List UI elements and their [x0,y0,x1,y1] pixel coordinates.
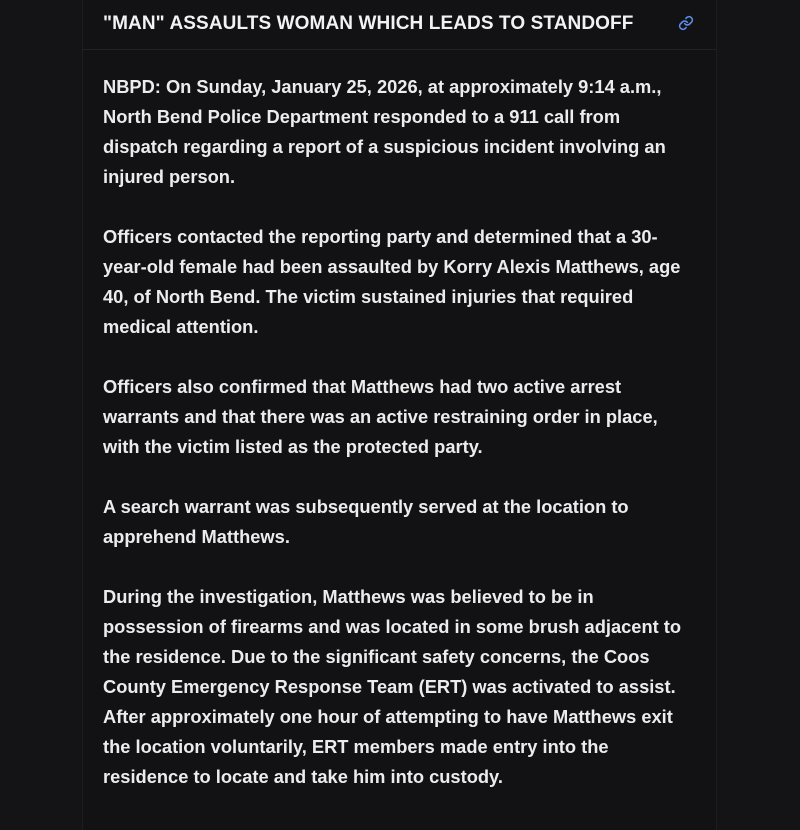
article-paragraph: NBPD: On Sunday, January 25, 2026, at approximately 9:14 a.m., North Bend Police Department responded to a 911 call from dispatch regarding a report of a suspicious incident involving an injured person. [103,76,666,187]
article-body [83,50,716,792]
article-header [83,0,716,50]
article-paragraph: Officers contacted the reporting party and determined that a 30-year-old female had been assaulted by Korry Alexis Matthews, age 40, of North Bend. The victim sustained injuries that required medical attention. [103,226,681,337]
link-icon[interactable] [678,15,694,31]
article-card [82,0,717,830]
article-title: "MAN" ASSAULTS WOMAN WHICH LEADS TO STANDOFF [103,13,634,34]
article-paragraph: Officers also confirmed that Matthews had two active arrest warrants and that there was an active restraining order in place, with the victim listed as the protected party. [103,376,658,457]
article-paragraph: During the investigation, Matthews was believed to be in possession of firearms and was located in some brush adjacent to the residence. Due to the significant safety concerns, the Coos County Emergency Response Team (ERT) was activated to assist. After approximately one hour of attempting to have Matthews exit the location voluntarily, ERT members made entry into the residence to locate and take him into custody. [103,586,682,787]
article-paragraph: A search warrant was subsequently served at the location to apprehend Matthews. [103,496,629,547]
